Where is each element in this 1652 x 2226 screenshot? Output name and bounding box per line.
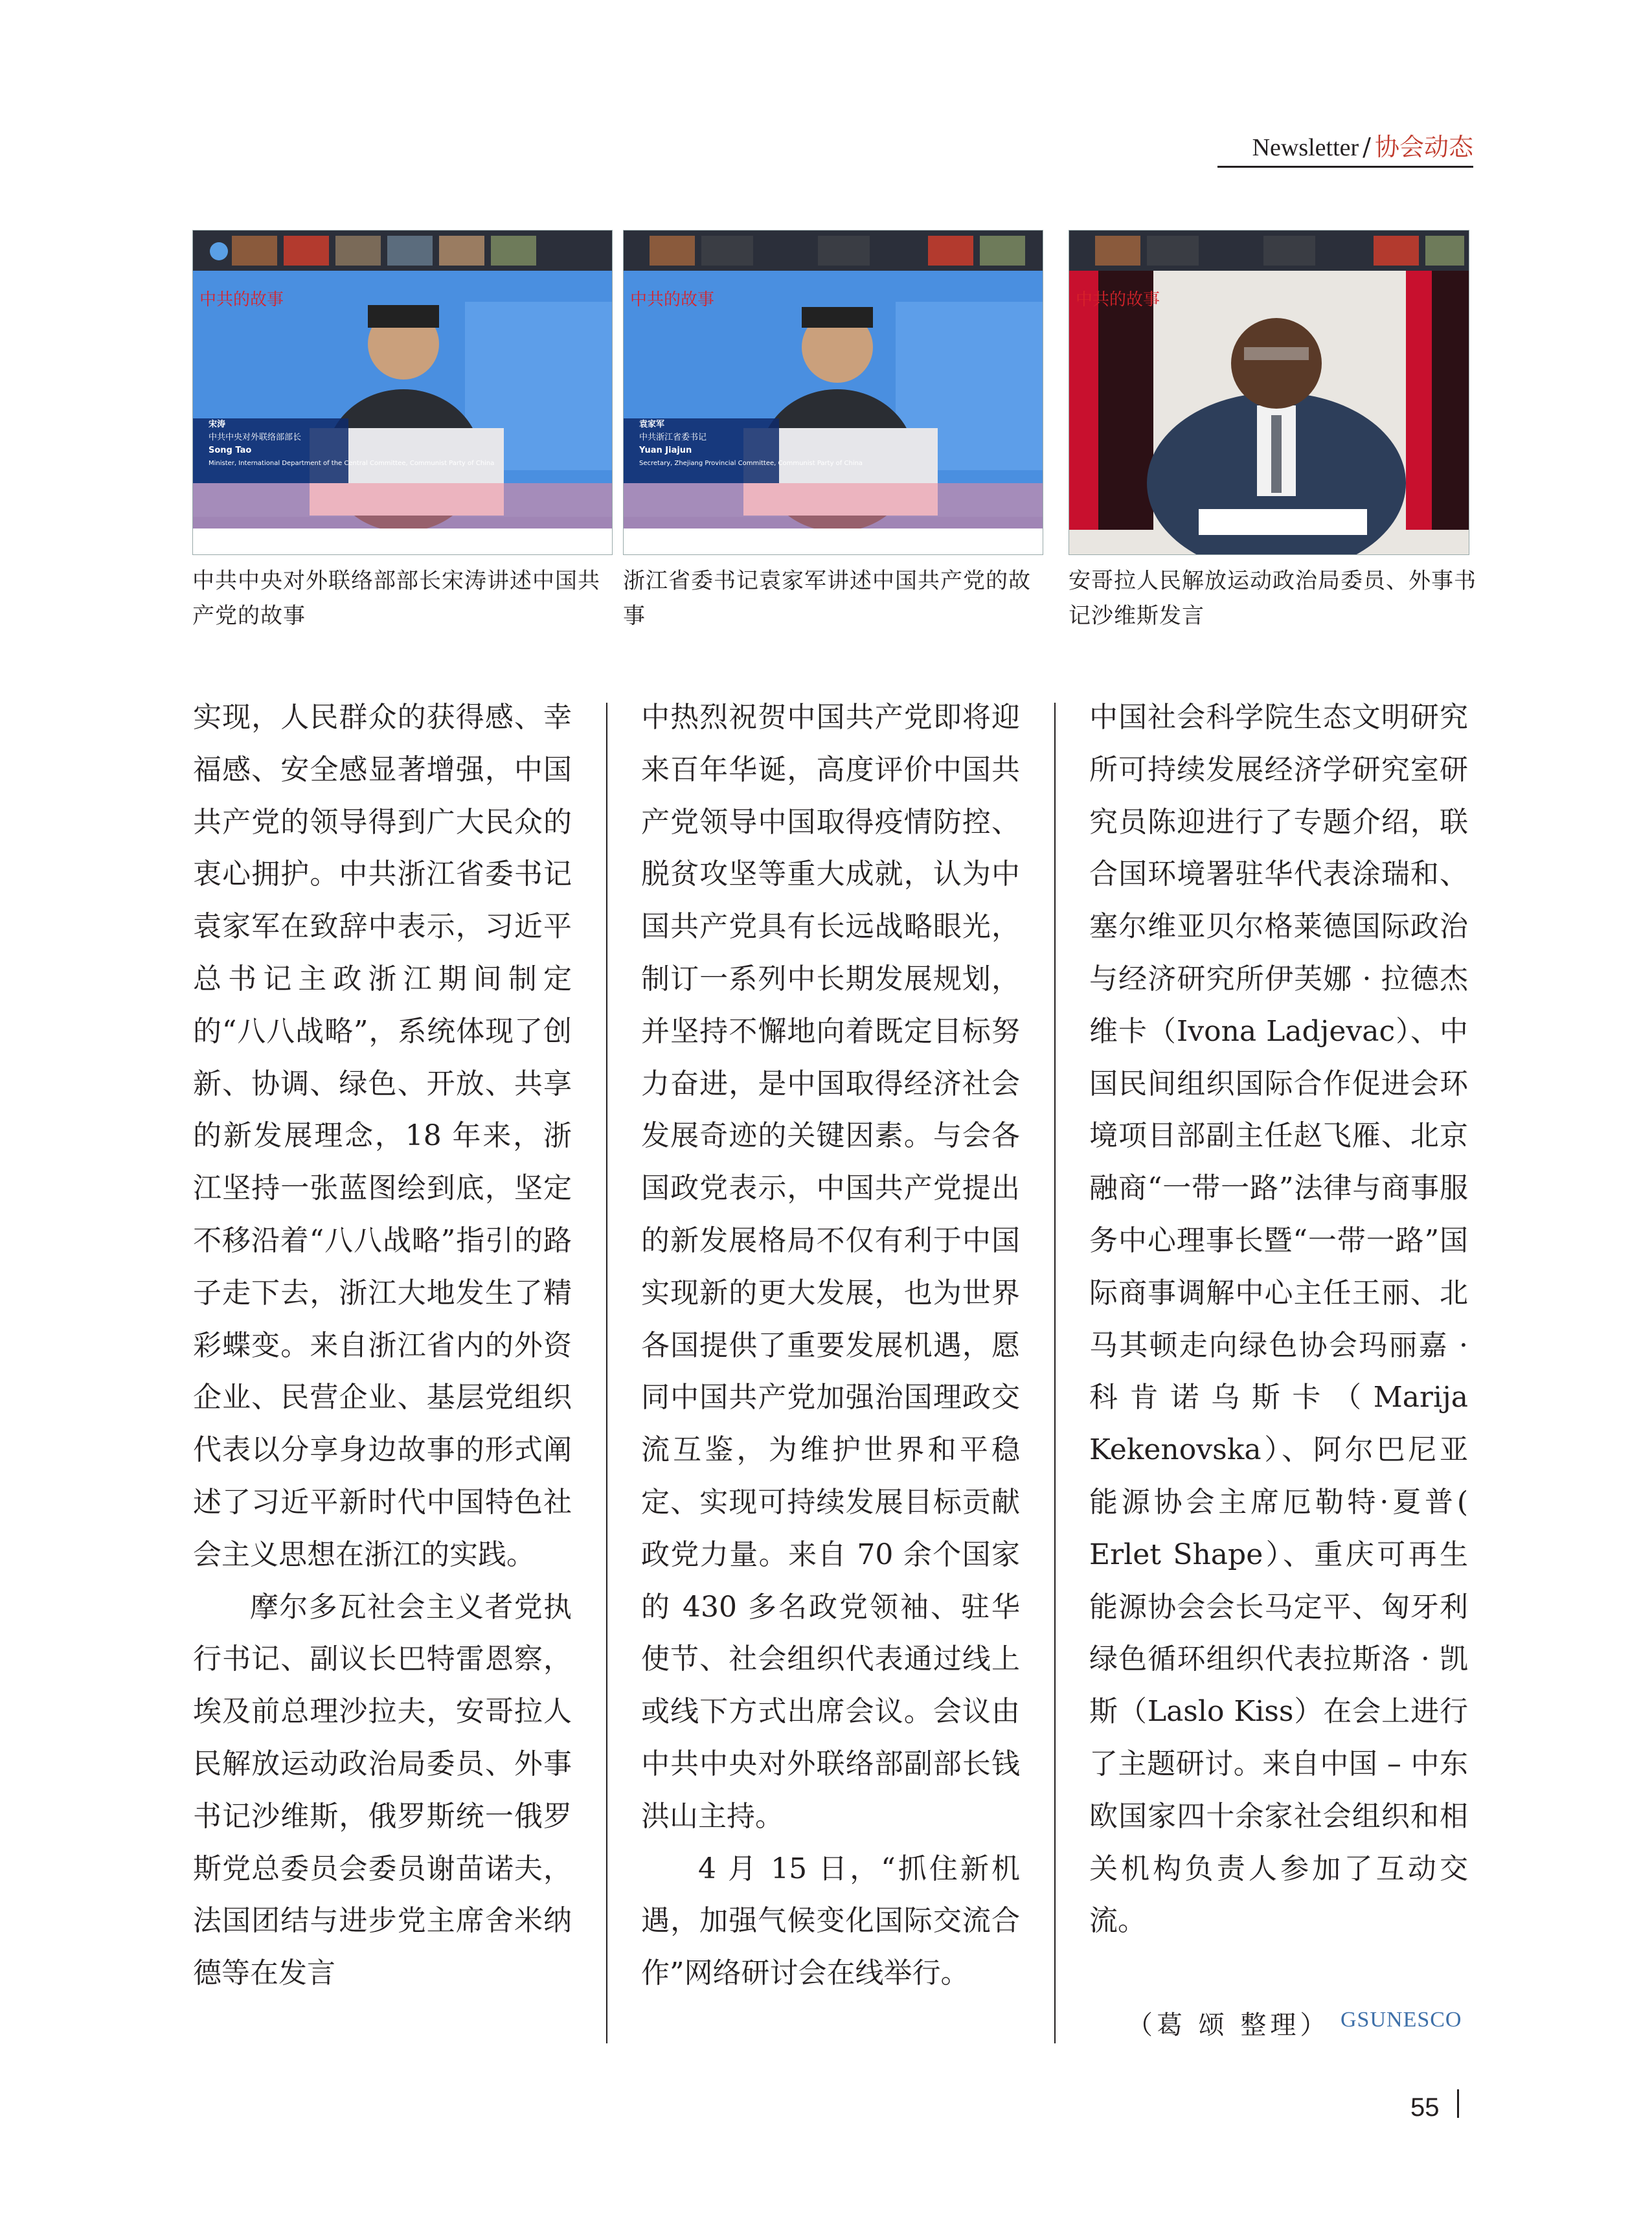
- header-rule: [1217, 166, 1473, 168]
- nameplate-name-cn: 袁家军: [639, 420, 665, 429]
- paragraph: 4 月 15 日，“抓住新机遇，加强气候变化国际交流合作”网络研讨会在线举行。: [641, 1852, 1020, 1990]
- nameplate-title-en: Minister, International Department of the Central Committee, Communist Party of China: [209, 460, 495, 467]
- nameplate-title-cn: 中共中央对外联络部部长: [209, 433, 302, 442]
- paragraph: 中国社会科学院生态文明研究所可持续发展经济学研究室研究员陈迎进行了专题介绍，联合国环境署驻华代表涂瑞和、塞尔维亚贝尔格莱德国际政治与经济研究所伊芙娜 · 拉德杰维卡（Ivona Ladjevac）、中国民间组织国际合作促进会环境项目部副主任赵飞雁、北京融商“一带一路”法律与商事服务中心理事长暨“一带一路”国际商事调解中心主任王丽、北马其顿走向绿色协会玛丽嘉 · 科肯诺乌斯卡（Marija Kekenovska）、阿尔巴尼亚能源协会主席厄勒特·夏普( Erlet Shape）、重庆可再生能源协会会长马定平、匈牙利绿色循环组织代表拉斯洛 · 凯斯（Laslo Kiss）在会上进行了主题研讨。来自中国 – 中东欧国家四十余家社会组织和相关机构负责人参加了互动交流。: [1089, 701, 1468, 1938]
- nameplate-title-cn: 中共浙江省委书记: [639, 433, 707, 442]
- svg-text:中共的故事: 中共的故事: [630, 290, 715, 310]
- nameplate-name-en: Yuan Jiajun: [639, 446, 692, 455]
- article-column-2: [641, 692, 1020, 2000]
- paragraph: 摩尔多瓦社会主义者党执行书记、副议长巴特雷恩察，埃及前总理沙拉夫，安哥拉人民解放运动政治局委员、外事书记沙维斯，俄罗斯统一俄罗斯党总委员会委员谢苗诺夫，法国团结与进步党主席舍米纳德等在发言: [193, 1590, 572, 1990]
- running-header: [1217, 126, 1473, 168]
- svg-text:中共的故事: 中共的故事: [1076, 290, 1160, 310]
- page-number: 55: [1410, 2093, 1440, 2122]
- photo-song-tao: [192, 230, 613, 555]
- nameplate: [209, 418, 493, 470]
- nameplate-name-en: Song Tao: [209, 446, 252, 455]
- nameplate-name-cn: 宋涛: [209, 420, 226, 429]
- gsunesco-logo: GSUNESCO: [1341, 2008, 1462, 2032]
- header-slash: /: [1363, 133, 1371, 161]
- article-column-3: [1089, 692, 1468, 1948]
- section-label-en: Newsletter: [1252, 134, 1359, 161]
- column-divider: [1054, 703, 1056, 2043]
- svg-text:中共的故事: 中共的故事: [199, 290, 284, 310]
- column-divider: [606, 703, 607, 2043]
- page-number-bar: [1457, 2089, 1459, 2118]
- paragraph: 中热烈祝贺中国共产党即将迎来百年华诞，高度评价中国共产党领导中国取得疫情防控、脱贫攻坚等重大成就，认为中国共产党具有长远战略眼光，制订一系列中长期发展规划，并坚持不懈地向着既定目标努力奋进，是中国取得经济社会发展奇迹的关键因素。与会各国政党表示，中国共产党提出的新发展格局不仅有利于中国实现新的更大发展，也为世界各国提供了重要发展机遇，愿同中国共产党加强治国理政交流互鉴，为维护世界和平稳定、实现可持续发展目标贡献政党力量。来自 70 余个国家的 430 多名政党领袖、驻华使节、社会组织代表通过线上或线下方式出席会议。会议由中共中央对外联络部副部长钱洪山主持。: [641, 701, 1020, 1833]
- paragraph: 实现，人民群众的获得感、幸福感、安全感显著增强，中国共产党的领导得到广大民众的衷心拥护。中共浙江省委书记袁家军在致辞中表示，习近平总书记主政浙江期间制定的“八八战略”，系统体现了创新、协调、绿色、开放、共享的新发展理念，18 年来，浙江坚持一张蓝图绘到底，坚定不移沿着“八八战略”指引的路子走下去，浙江大地发生了精彩蝶变。来自浙江省内的外资企业、民营企业、基层党组织代表以分享身边故事的形式阐述了习近平新时代中国特色社会主义思想在浙江的实践。: [193, 701, 572, 1571]
- photo-angola-speaker: [1069, 230, 1469, 555]
- section-label-cn: 协会动态: [1374, 133, 1473, 161]
- nameplate-title-en: Secretary, Zhejiang Provincial Committee, Communist Party of China: [639, 460, 863, 467]
- photo-caption-2: 浙江省委书记袁家军讲述中国共产党的故事: [623, 568, 1031, 629]
- article-column-1: [193, 692, 572, 2000]
- photo-caption-3: 安哥拉人民解放运动政治局委员、外事书记沙维斯发言: [1069, 568, 1477, 629]
- photo-yuan-jiajun: [623, 230, 1043, 555]
- nameplate: [639, 418, 924, 470]
- author-credit: （葛 颂 整理）: [1127, 2010, 1330, 2040]
- photo-caption-1: 中共中央对外联络部部长宋涛讲述中国共产党的故事: [192, 568, 600, 629]
